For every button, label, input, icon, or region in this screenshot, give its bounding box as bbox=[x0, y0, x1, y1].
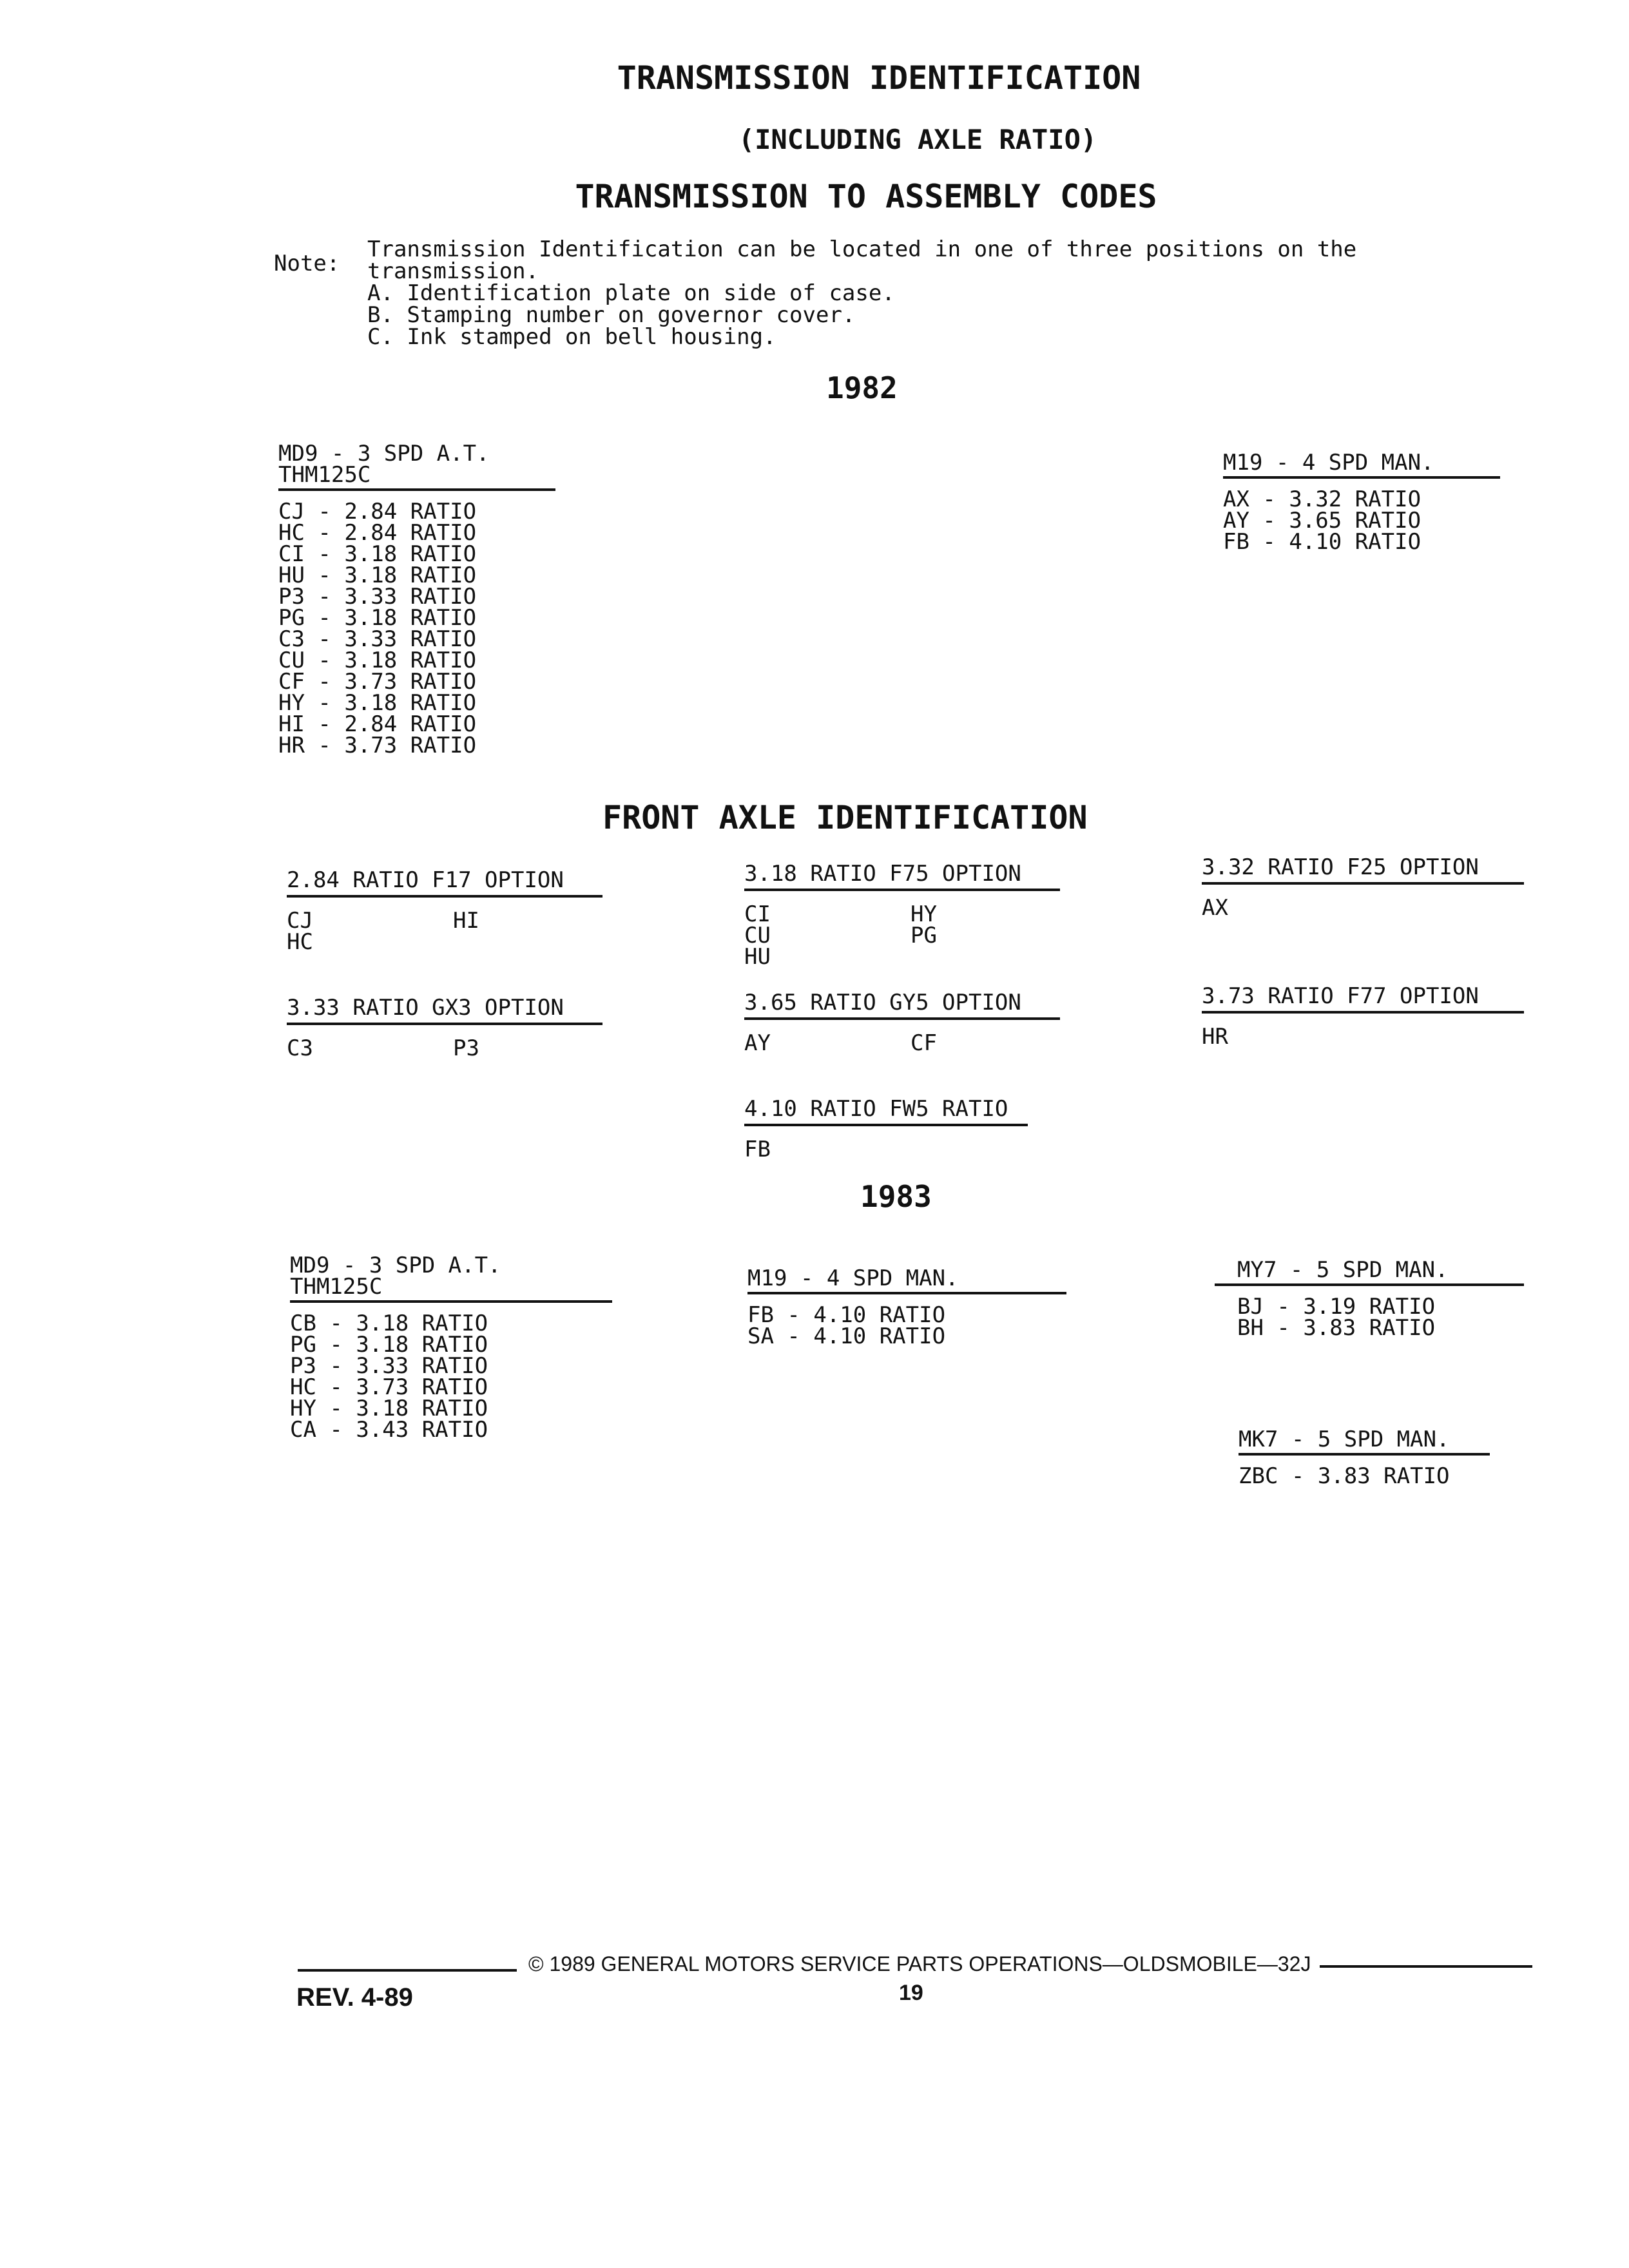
axle-fw5-block bbox=[744, 1096, 1028, 1162]
axle-code: AX bbox=[1202, 895, 1228, 921]
axle-f25-block bbox=[1202, 854, 1524, 921]
revision-label: REV. 4-89 bbox=[296, 1983, 413, 2012]
note-item-c: C. Ink stamped on bell housing. bbox=[367, 324, 776, 350]
mk7-1983-header: MK7 - 5 SPD MAN. bbox=[1239, 1429, 1490, 1456]
list-item: CJ - 2.84 RATIO bbox=[278, 499, 477, 524]
list-item: CA - 3.43 RATIO bbox=[290, 1417, 488, 1443]
list-item: HR - 3.73 RATIO bbox=[278, 733, 477, 758]
list-item: CI - 3.18 RATIO bbox=[278, 541, 477, 567]
axle-gx3-header: 3.33 RATIO GX3 OPTION bbox=[287, 997, 602, 1025]
list-item: FB - 4.10 RATIO bbox=[1223, 529, 1422, 555]
header-line: MD9 - 3 SPD A.T. bbox=[278, 441, 490, 466]
axle-code: HY bbox=[911, 901, 937, 927]
code-column bbox=[1202, 895, 1228, 921]
axle-codes bbox=[287, 910, 602, 956]
list-item: CU - 3.18 RATIO bbox=[278, 648, 477, 673]
note-body bbox=[367, 238, 1592, 348]
m19-1983-block bbox=[747, 1265, 1066, 1349]
list-item: P3 - 3.33 RATIO bbox=[278, 584, 477, 610]
axle-code: HI bbox=[453, 908, 479, 934]
note-item-a: A. Identification plate on side of case. bbox=[367, 280, 895, 306]
footer-rule-left bbox=[298, 1969, 517, 1972]
footer-rule-right bbox=[1320, 1965, 1532, 1968]
code-column bbox=[744, 1139, 771, 1160]
year-heading-1982: 1982 bbox=[826, 370, 898, 405]
page-subtitle: (INCLUDING AXLE RATIO) bbox=[738, 124, 1097, 155]
code-column bbox=[453, 1035, 479, 1061]
axle-code: CU bbox=[744, 923, 771, 948]
axle-code: CJ bbox=[287, 908, 313, 934]
axle-codes bbox=[1202, 1026, 1524, 1048]
list-item: AX - 3.32 RATIO bbox=[1223, 486, 1422, 512]
list-item: HI - 2.84 RATIO bbox=[278, 711, 477, 737]
axle-codes bbox=[1202, 895, 1524, 921]
list-item: HU - 3.18 RATIO bbox=[278, 562, 477, 588]
list-item: HC - 3.73 RATIO bbox=[290, 1374, 488, 1400]
code-column bbox=[287, 1035, 313, 1061]
list-item: BH - 3.83 RATIO bbox=[1237, 1315, 1436, 1341]
axle-gy5-header: 3.65 RATIO GY5 OPTION bbox=[744, 992, 1060, 1020]
axle-code: FB bbox=[744, 1137, 771, 1162]
axle-f17-header: 2.84 RATIO F17 OPTION bbox=[287, 870, 602, 898]
code-column bbox=[1202, 1026, 1228, 1048]
code-column bbox=[911, 901, 937, 948]
axle-code: HR bbox=[1202, 1024, 1228, 1050]
note-line: transmission. bbox=[367, 258, 539, 284]
axle-code: P3 bbox=[453, 1035, 479, 1061]
axle-gx3-block bbox=[287, 997, 602, 1060]
list-item: ZBC - 3.83 RATIO bbox=[1239, 1463, 1450, 1489]
m19-1982-header: M19 - 4 SPD MAN. bbox=[1223, 452, 1500, 479]
list-item: PG - 3.18 RATIO bbox=[290, 1332, 488, 1358]
my7-1983-block bbox=[1215, 1257, 1524, 1341]
code-column bbox=[744, 1030, 771, 1056]
my7-1983-header: MY7 - 5 SPD MAN. bbox=[1215, 1260, 1524, 1286]
axle-f77-header: 3.73 RATIO F77 OPTION bbox=[1202, 986, 1524, 1014]
axle-code: PG bbox=[911, 923, 937, 948]
note-label: Note: bbox=[274, 251, 340, 276]
list-item: HY - 3.18 RATIO bbox=[278, 690, 477, 716]
code-column bbox=[287, 910, 313, 953]
axle-codes bbox=[744, 1030, 1060, 1056]
list-item: AY - 3.65 RATIO bbox=[1223, 508, 1422, 533]
axle-code: HU bbox=[744, 944, 771, 970]
axle-f17-block bbox=[287, 867, 602, 956]
list-item: CF - 3.73 RATIO bbox=[278, 669, 477, 695]
list-item: CB - 3.18 RATIO bbox=[290, 1311, 488, 1336]
code-column bbox=[744, 901, 771, 970]
m19-1983-header: M19 - 4 SPD MAN. bbox=[747, 1268, 1066, 1294]
year-heading-1983: 1983 bbox=[860, 1179, 932, 1214]
axle-f75-header: 3.18 RATIO F75 OPTION bbox=[744, 863, 1060, 891]
note-line: Transmission Identification can be located in one of three positions on the bbox=[367, 236, 1357, 262]
page-title: TRANSMISSION IDENTIFICATION bbox=[617, 59, 1141, 97]
list-item: HC - 2.84 RATIO bbox=[278, 520, 477, 546]
md9-1983-block bbox=[290, 1255, 612, 1441]
axle-code: CI bbox=[744, 901, 771, 927]
list-item: FB - 4.10 RATIO bbox=[747, 1302, 946, 1328]
axle-gy5-block bbox=[744, 992, 1060, 1055]
md9-1983-header bbox=[290, 1255, 612, 1303]
section-title: TRANSMISSION TO ASSEMBLY CODES bbox=[575, 178, 1157, 215]
list-item: C3 - 3.33 RATIO bbox=[278, 626, 477, 652]
md9-1982-block bbox=[278, 443, 555, 756]
axle-codes bbox=[287, 1035, 602, 1061]
m19-1982-block bbox=[1223, 452, 1500, 553]
axle-codes bbox=[744, 1139, 1028, 1161]
list-item: BJ - 3.19 RATIO bbox=[1237, 1294, 1436, 1320]
md9-1982-header bbox=[278, 443, 555, 491]
axle-codes bbox=[744, 901, 1060, 970]
note-item-b: B. Stamping number on governor cover. bbox=[367, 302, 856, 328]
mk7-1983-block bbox=[1239, 1429, 1490, 1487]
header-line: MD9 - 3 SPD A.T. bbox=[290, 1253, 501, 1278]
axle-f75-block bbox=[744, 863, 1060, 968]
list-item: SA - 4.10 RATIO bbox=[747, 1323, 946, 1349]
header-line: THM125C bbox=[278, 462, 371, 488]
code-column bbox=[453, 910, 479, 932]
copyright-line: © 1989 GENERAL MOTORS SERVICE PARTS OPERATIONS—OLDSMOBILE—32J bbox=[528, 1952, 1311, 1975]
axle-code: C3 bbox=[287, 1035, 313, 1061]
list-item: PG - 3.18 RATIO bbox=[278, 605, 477, 631]
front-axle-title: FRONT AXLE IDENTIFICATION bbox=[602, 799, 1088, 836]
page-number: 19 bbox=[899, 1981, 923, 2005]
page-footer bbox=[0, 1952, 1629, 2030]
list-item: HY - 3.18 RATIO bbox=[290, 1396, 488, 1421]
axle-f77-block bbox=[1202, 983, 1524, 1050]
axle-code: HC bbox=[287, 929, 313, 955]
list-item: P3 - 3.33 RATIO bbox=[290, 1353, 488, 1379]
header-line: THM125C bbox=[290, 1274, 383, 1300]
axle-code: CF bbox=[911, 1030, 937, 1056]
code-column bbox=[911, 1030, 937, 1056]
axle-fw5-header: 4.10 RATIO FW5 RATIO bbox=[744, 1099, 1028, 1126]
axle-code: AY bbox=[744, 1030, 771, 1056]
axle-f25-header: 3.32 RATIO F25 OPTION bbox=[1202, 857, 1524, 885]
